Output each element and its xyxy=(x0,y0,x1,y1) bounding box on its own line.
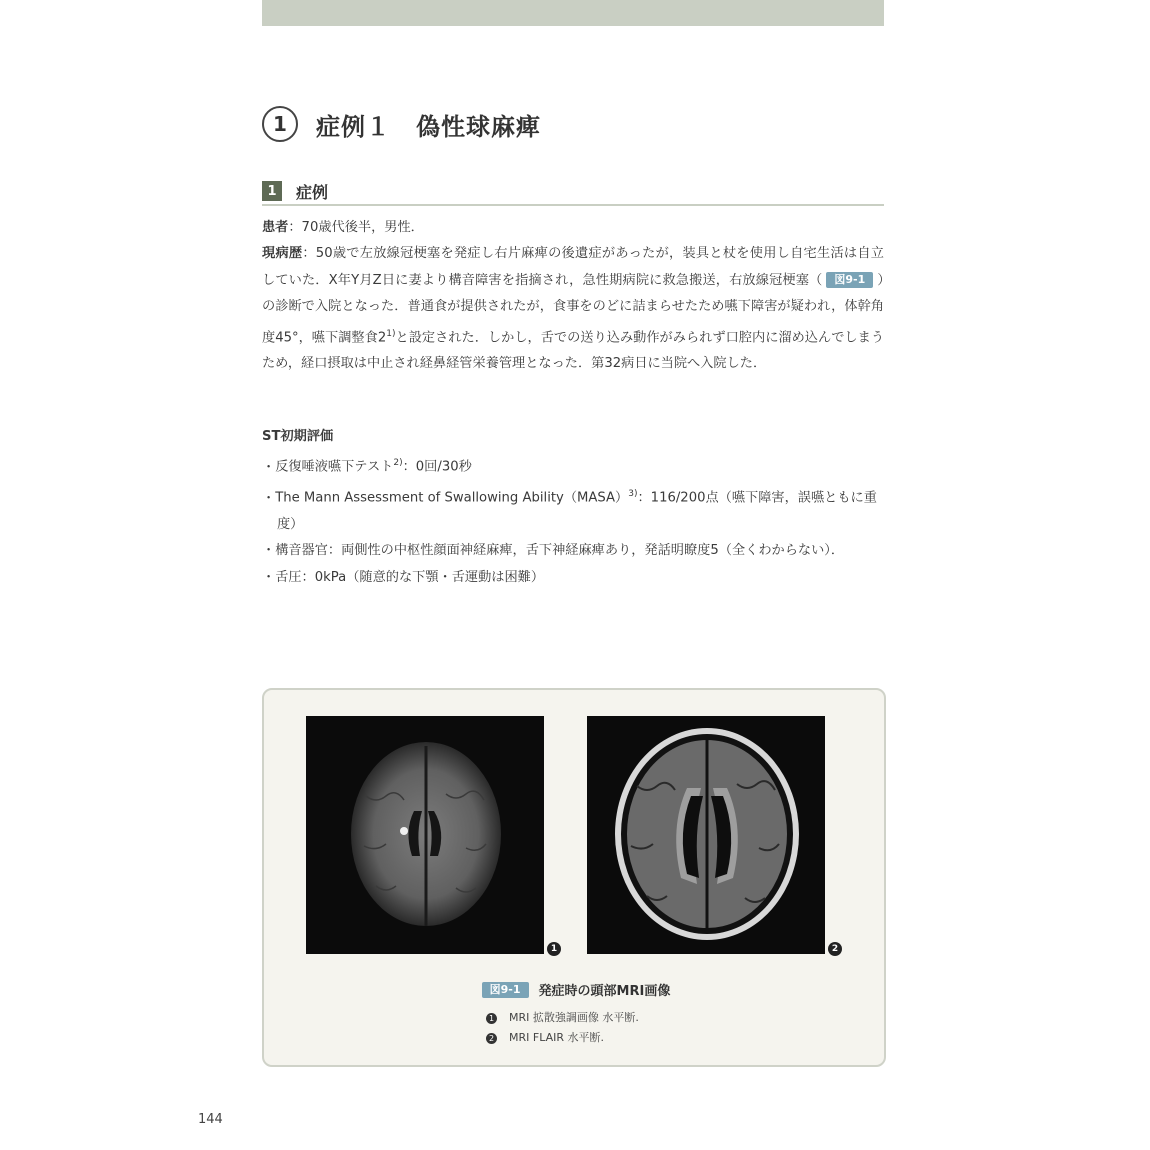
patient-text: ：70歳代後半，男性． xyxy=(288,220,424,235)
citation-sup: 1) xyxy=(386,328,396,339)
subsection-number: 1 xyxy=(262,181,282,201)
history-text-1: ：50歳で左放線冠梗塞を発症し右片麻痺の後遺症があったが，装具と杖を使用し自宅生活は自立していた．X年Y月Z日に妻より構音障害を指摘され，急性期病院に救急搬送，右放線冠梗塞（ xyxy=(262,246,884,288)
section-number: 1 xyxy=(262,106,298,142)
list-item: ・ 反復唾液嚥下テスト$^{2)}$：0回/30秒 xyxy=(262,450,884,481)
mri-flair-image xyxy=(587,716,825,954)
st-evaluation xyxy=(262,424,884,591)
history-label: 現病歴 xyxy=(262,246,303,262)
history-paragraph xyxy=(262,241,884,377)
list-item: ・ The Mann Assessment of Swallowing Ability（MASA）$^{3)}$：116/200点（嚥下障害，誤嚥ともに重度） xyxy=(262,481,884,538)
figure-title: 発症時の頭部MRI画像 xyxy=(538,984,671,999)
case-body xyxy=(262,215,884,378)
header-band xyxy=(262,0,884,26)
subsection-title: 症例 xyxy=(296,182,329,202)
figure-legend xyxy=(486,1008,639,1048)
patient-line xyxy=(262,215,884,241)
legend-item: 2 MRI FLAIR 水平断. xyxy=(486,1028,639,1048)
legend-item: 1 MRI 拡散強調画像 水平断. xyxy=(486,1008,639,1028)
section-heading xyxy=(262,104,541,144)
patient-label: 患者 xyxy=(262,220,289,235)
st-eval-title: ST初期評価 xyxy=(262,429,334,444)
figure-tag: 図9-1 xyxy=(482,982,529,998)
image-marker-2: 2 xyxy=(828,942,842,956)
section-title: 症例１ 偽性球麻痺 xyxy=(316,112,541,141)
list-item: ・ 構音器官：両側性の中枢性顔面神経麻痺，舌下神経麻痺あり，発話明瞭度5（全くわからない）． xyxy=(262,538,884,564)
list-item: ・ 舌圧：0kPa（随意的な下顎・舌運動は困難） xyxy=(262,565,884,591)
figure-reference-link[interactable]: 図9-1 xyxy=(826,272,873,288)
figure-caption xyxy=(264,980,884,999)
image-marker-1: 1 xyxy=(547,942,561,956)
subsection-heading xyxy=(262,178,884,206)
history-text-2: ）の診断で入院となった．普通食が提供されたが，食事をのどに詰まらせたため嚥下障害が疑われ，体幹角度45°，嚥下調整食2 xyxy=(262,272,884,346)
history-text-3: と設定された．しかし，舌での送り込み動作がみられず口腔内に溜め込んでしまうため，経口摂取は中止され経鼻経管栄養管理となった．第32病日に当院へ入院した． xyxy=(262,330,885,372)
page-number: 144 xyxy=(198,1112,223,1127)
figure-box xyxy=(262,688,886,1067)
st-eval-list xyxy=(262,450,884,591)
mri-dwi-image xyxy=(306,716,544,954)
